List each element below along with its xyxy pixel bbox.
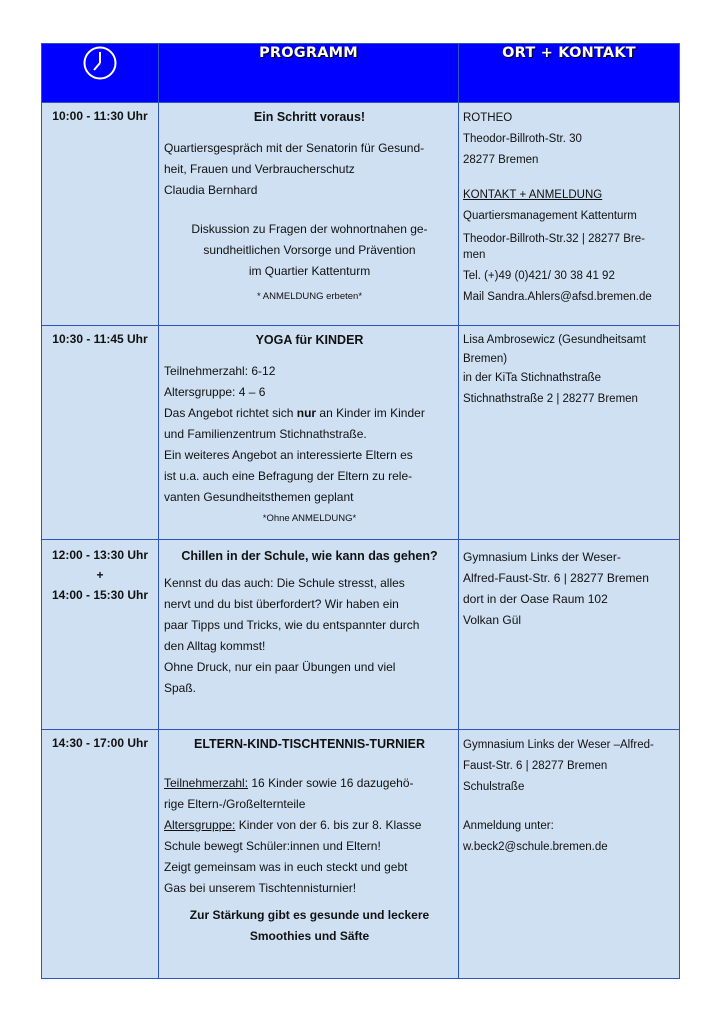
table-row — [42, 326, 680, 540]
time-cell — [42, 103, 159, 326]
program-text: Altersgruppe: 4 – 6 — [164, 385, 266, 399]
program-text: Zeigt gemeinsam was in euch steckt und gebt — [164, 860, 408, 874]
program-text: sundheitlichen Vorsorge und Prävention — [203, 243, 416, 257]
program-text: Claudia Bernhard — [164, 183, 258, 197]
contact-text: Theodor-Billroth-Str.32 | 28277 Bre- — [463, 233, 645, 245]
program-text: Teilnehmerzahl: 6-12 — [164, 364, 276, 378]
text-span: Kinder von der 6. bis zur 8. Klasse — [235, 818, 422, 832]
program-text — [164, 773, 455, 794]
location-text: Faust-Str. 6 | 28277 Bremen — [463, 760, 608, 772]
table-row — [42, 540, 680, 730]
text-span: an Kinder im Kinder — [316, 406, 425, 420]
contact-phone: Tel. (+)49 (0)421/ 30 38 41 92 — [463, 270, 615, 282]
program-text: rige Eltern-/Großelternteile — [164, 797, 306, 811]
contact-email[interactable]: Mail Sandra.Ahlers@afsd.bremen.de — [463, 291, 652, 303]
table-row — [42, 730, 680, 979]
program-title: Ein Schritt voraus! — [253, 110, 366, 124]
location-text: Volkan Gül — [463, 613, 522, 627]
location-text: Theodor-Billroth-Str. 30 — [463, 133, 582, 145]
time-label: 10:00 - 11:30 Uhr — [52, 109, 148, 123]
program-title: YOGA für KINDER — [255, 333, 364, 347]
program-text: vanten Gesundheitsthemen geplant — [164, 490, 354, 504]
location-cell — [459, 326, 680, 540]
header-ort-kontakt: ORT + KONTAKT — [459, 44, 680, 103]
program-highlight: Zur Stärkung gibt es gesunde und leckere — [189, 908, 430, 922]
program-text: Quartiersgespräch mit der Senatorin für Gesund- — [164, 141, 425, 155]
location-text: 28277 Bremen — [463, 154, 539, 166]
program-cell — [159, 730, 459, 979]
program-text: heit, Frauen und Verbraucherschutz — [164, 162, 355, 176]
location-text: in der KiTa Stichnathstraße — [463, 372, 602, 384]
location-text: Lisa Ambrosewicz (Gesundheitsamt — [463, 334, 646, 346]
text-span: 16 Kinder sowie 16 dazugehö- — [248, 776, 414, 790]
program-cell — [159, 540, 459, 730]
program-text: Diskussion zu Fragen der wohnortnahen ge- — [191, 222, 428, 236]
time-cell — [42, 326, 159, 540]
header-program: PROGRAMM — [159, 44, 459, 103]
program-highlight: Smoothies und Säfte — [249, 929, 370, 943]
program-cell — [159, 103, 459, 326]
location-text: Gymnasium Links der Weser- — [463, 550, 621, 564]
field-label: Altersgruppe: — [164, 818, 236, 832]
field-label: Teilnehmerzahl: — [164, 776, 249, 790]
program-text: im Quartier Kattenturm — [248, 264, 371, 278]
contact-heading: KONTAKT + ANMELDUNG — [463, 189, 603, 201]
table-row — [42, 103, 680, 326]
text-span: Das Angebot richtet sich — [164, 406, 297, 420]
time-label: 12:00 - 13:30 Uhr — [51, 548, 149, 562]
location-text: dort in der Oase Raum 102 — [463, 592, 608, 606]
location-text: Alfred-Faust-Str. 6 | 28277 Bremen — [463, 571, 649, 585]
location-cell — [459, 730, 680, 979]
contact-text: men — [463, 249, 486, 261]
time-plus: + — [96, 568, 104, 582]
program-text: Ein weiteres Angebot an interessierte Eltern es — [164, 448, 413, 462]
program-title: Chillen in der Schule, wie kann das gehen? — [181, 549, 438, 563]
program-text: Gas bei unserem Tischtennisturnier! — [164, 881, 357, 895]
location-text: Anmeldung unter: — [463, 820, 554, 832]
emphasis-text: nur — [296, 406, 317, 420]
registration-note: *Ohne ANMELDUNG* — [262, 513, 357, 524]
program-text: Ohne Druck, nur ein paar Übungen und viel — [164, 660, 396, 674]
header-row — [42, 44, 680, 103]
program-title: ELTERN-KIND-TISCHTENNIS-TURNIER — [193, 737, 425, 751]
program-text: ist u.a. auch eine Befragung der Eltern zu rele- — [164, 469, 413, 483]
header-time-cell — [42, 44, 159, 103]
time-cell — [42, 540, 159, 730]
registration-note: * ANMELDUNG erbeten* — [256, 291, 363, 302]
program-text: und Familienzentrum Stichnathstraße. — [164, 427, 367, 441]
contact-text: Quartiersmanagement Kattenturm — [463, 210, 637, 222]
program-text — [164, 403, 455, 424]
location-cell — [459, 103, 680, 326]
program-text: Schule bewegt Schüler:innen und Eltern! — [164, 839, 381, 853]
program-text: den Alltag kommst! — [164, 639, 266, 653]
time-label: 14:00 - 15:30 Uhr — [51, 588, 149, 602]
location-text: Stichnathstraße 2 | 28277 Bremen — [463, 393, 638, 405]
location-text: ROTHEO — [463, 112, 513, 124]
program-text: nervt und du bist überfordert? Wir haben ein — [164, 597, 399, 611]
schedule-table — [41, 43, 680, 979]
program-text: Spaß. — [164, 681, 197, 695]
location-cell — [459, 540, 680, 730]
contact-email[interactable]: w.beck2@schule.bremen.de — [463, 841, 608, 853]
location-text: Schulstraße — [463, 781, 525, 793]
location-text: Bremen) — [463, 353, 508, 365]
time-label: 10:30 - 11:45 Uhr — [52, 332, 148, 346]
time-label: 14:30 - 17:00 Uhr — [51, 736, 149, 750]
location-text: Gymnasium Links der Weser –Alfred- — [463, 739, 654, 751]
clock-icon — [82, 45, 118, 81]
program-text: Kennst du das auch: Die Schule stresst, alles — [164, 576, 405, 590]
program-text: paar Tipps und Tricks, wie du entspannter durch — [164, 618, 420, 632]
program-text — [164, 815, 455, 836]
time-cell — [42, 730, 159, 979]
program-cell — [159, 326, 459, 540]
